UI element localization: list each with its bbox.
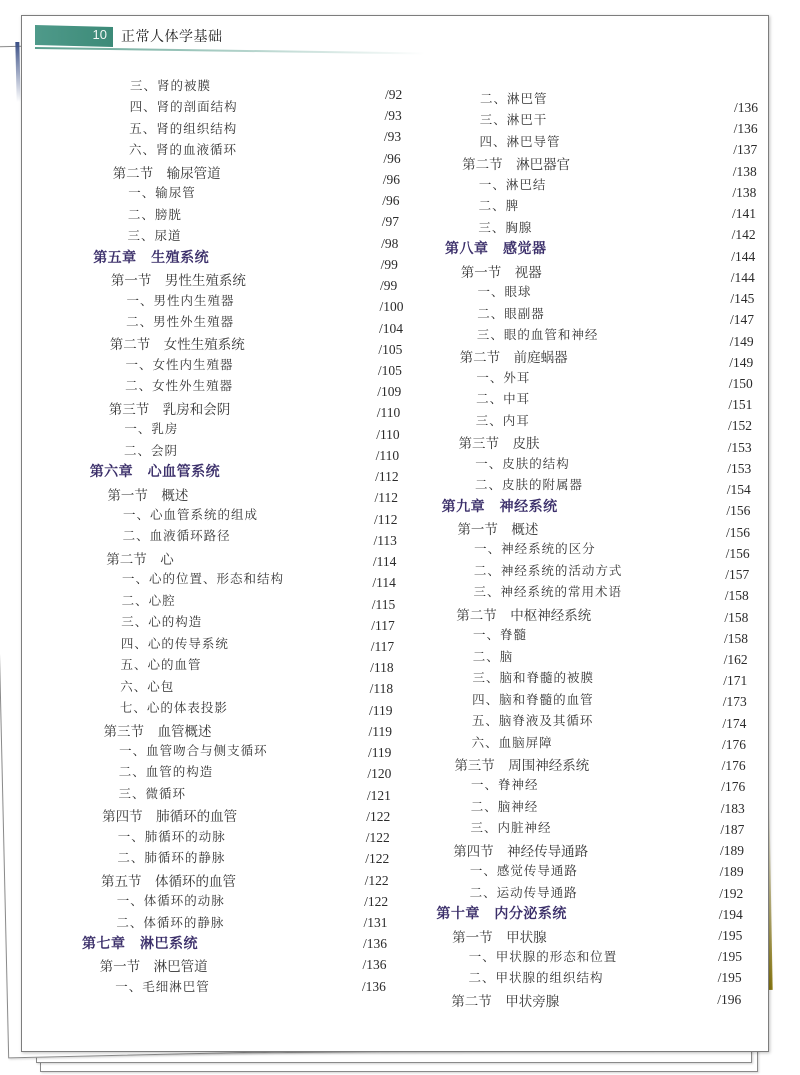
toc-item-label: 二、肺循环的静脉 (117, 850, 226, 866)
toc-page-number: /117 (371, 617, 395, 633)
toc-item-label: 二、会阴 (124, 442, 179, 458)
toc-item-label: 一、肺循环的动脉 (117, 828, 226, 844)
toc-page-number: /99 (380, 278, 398, 294)
toc-section-label: 第三节 乳房和会阴 (108, 401, 231, 418)
toc-page-number: /122 (364, 872, 389, 888)
toc-page-number: /110 (376, 405, 401, 421)
toc-item-label: 一、感觉传导通路 (469, 863, 578, 879)
toc-page-number: /147 (730, 312, 755, 328)
toc-page-number: /176 (722, 736, 747, 752)
toc-page-number: /114 (372, 554, 397, 570)
toc-page-number: /145 (730, 291, 755, 307)
toc-item-label: 五、心的血管 (120, 657, 202, 673)
toc-item-label: 二、甲状腺的组织结构 (468, 970, 604, 986)
toc-page-number: /144 (730, 269, 755, 285)
toc-page-number: /158 (724, 609, 749, 625)
toc-section-label: 第三节 血管概述 (103, 723, 212, 740)
toc-page-number: /104 (378, 320, 403, 336)
toc-item-label: 一、神经系统的区分 (474, 541, 596, 557)
toc-page-number: /195 (718, 927, 743, 943)
toc-page-number: /153 (727, 439, 752, 455)
toc-chapter-label: 第六章 心血管系统 (89, 464, 221, 481)
toc-page-number: /110 (375, 447, 400, 463)
toc-item-label: 一、心血管系统的组成 (123, 507, 259, 522)
toc-item-label: 一、外耳 (476, 369, 531, 385)
toc-item-label: 二、心腔 (121, 592, 176, 608)
toc-page-number: /118 (369, 681, 394, 697)
toc-page-number: /122 (365, 851, 390, 867)
toc-page-number: /112 (375, 469, 399, 485)
toc-section-label: 第一节 视器 (460, 264, 542, 281)
toc-page-number: /136 (363, 936, 388, 952)
toc-section-label: 第四节 肺循环的血管 (102, 809, 238, 826)
toc-page-number: /152 (728, 418, 753, 434)
toc-page-number: /156 (725, 545, 750, 561)
toc-page-number: /122 (366, 808, 391, 824)
toc-page-number: /122 (364, 893, 389, 909)
toc-item-label: 三、神经系统的常用术语 (473, 584, 623, 600)
toc-page-number: /154 (726, 482, 751, 498)
toc-item-label: 二、淋巴管 (480, 91, 548, 106)
toc-page-number: /109 (377, 384, 402, 400)
toc-page-number: /119 (369, 702, 393, 718)
toc-item-label: 四、淋巴导管 (479, 133, 561, 149)
toc-item-label: 二、脾 (478, 198, 520, 214)
toc-item-label: 一、女性内生殖器 (125, 356, 234, 372)
toc-item-label: 一、血管吻合与侧支循环 (119, 742, 268, 758)
toc-item-label: 二、脑神经 (470, 798, 539, 814)
toc-page-number: /92 (385, 87, 403, 102)
toc-page-number: /99 (380, 256, 398, 272)
toc-page-number: /105 (378, 341, 403, 357)
toc-item-label: 三、心的构造 (121, 614, 203, 630)
toc-page-number: /171 (723, 673, 748, 689)
toc-chapter-label: 第七章 淋巴系统 (82, 936, 198, 952)
toc-page-number: /150 (728, 375, 753, 391)
toc-item-label: 一、男性内生殖器 (126, 292, 235, 308)
toc-item-label: 五、肾的组织结构 (129, 120, 238, 136)
toc-page-number: /142 (731, 227, 756, 243)
toc-item-label: 五、脑脊液及其循环 (471, 713, 594, 729)
toc-page-number: /119 (367, 745, 392, 761)
toc-page-number: /137 (733, 142, 758, 158)
toc-chapter-label: 第五章 生殖系统 (93, 249, 210, 266)
toc-item-label: 六、肾的血液循环 (128, 142, 237, 158)
toc-page-number: /138 (732, 163, 757, 179)
toc-section-label: 第二节 淋巴器官 (462, 157, 571, 174)
toc-section-label: 第二节 心 (106, 551, 174, 568)
toc-page-number: /156 (726, 503, 751, 519)
toc-item-label: 一、脊神经 (471, 777, 539, 793)
toc-item-label: 二、运动传导通路 (469, 884, 578, 900)
toc-page-number: /149 (729, 333, 754, 349)
toc-item-label: 二、中耳 (476, 391, 531, 407)
toc-page-number: /151 (728, 397, 753, 413)
toc-item-label: 四、心的传导系统 (120, 635, 229, 651)
toc-item-label: 一、乳房 (124, 421, 179, 437)
toc-section-label: 第三节 皮肤 (458, 436, 540, 453)
toc-page-number: /173 (722, 694, 747, 710)
toc-page-number: /96 (382, 193, 400, 209)
toc-page-number: /93 (384, 108, 402, 124)
toc-item-label: 三、微循环 (118, 785, 186, 801)
toc-section-label: 第五节 体循环的血管 (101, 873, 237, 890)
toc-section-label: 第二节 女性生殖系统 (109, 337, 245, 354)
toc-page-number: /176 (721, 779, 746, 795)
toc-section-label: 第一节 甲状腺 (452, 929, 547, 946)
toc-page (21, 15, 769, 1052)
toc-section-label: 第二节 中枢神经系统 (456, 607, 592, 624)
toc-page-number: /118 (370, 660, 394, 676)
toc-section-label: 第二节 输尿管道 (112, 165, 221, 182)
toc-page-number: /117 (370, 638, 395, 654)
toc-page-number: /141 (732, 206, 757, 222)
toc-page-number: /100 (379, 299, 404, 315)
toc-page-number: /194 (718, 906, 743, 922)
toc-item-label: 四、脑和脊髓的血管 (472, 691, 594, 707)
toc-item-label: 一、眼球 (477, 284, 532, 300)
toc-page-number: /136 (734, 100, 759, 115)
toc-item-label: 三、尿道 (127, 228, 182, 244)
toc-item-label: 四、肾的剖面结构 (129, 99, 238, 115)
toc-section-label: 第一节 淋巴管道 (99, 959, 208, 976)
toc-section-label: 第一节 概述 (457, 522, 539, 538)
toc-page-number: /131 (363, 914, 388, 930)
toc-page-number: /96 (382, 171, 401, 187)
toc-section-label: 第一节 概述 (107, 487, 189, 504)
toc-page-number: /156 (726, 524, 751, 540)
toc-page-number: /157 (725, 567, 750, 583)
toc-item-label: 一、淋巴结 (478, 176, 547, 192)
toc-item-label: 二、神经系统的活动方式 (473, 562, 623, 578)
toc-item-label: 三、胸腺 (478, 219, 533, 235)
toc-section-label: 第二节 甲状旁腺 (451, 993, 560, 1010)
toc-item-label: 二、男性外生殖器 (126, 313, 235, 329)
toc-item-label: 二、女性外生殖器 (125, 378, 234, 394)
toc-page-number: /138 (732, 184, 757, 200)
toc-page-number: /162 (723, 651, 748, 667)
toc-page-number: /149 (729, 354, 754, 370)
toc-item-label: 一、输尿管 (128, 185, 196, 201)
toc-chapter-label: 第九章 神经系统 (441, 498, 558, 515)
toc-page-number: /196 (717, 991, 742, 1007)
toc-item-label: 二、脑 (472, 648, 514, 664)
toc-page-number: /136 (362, 957, 387, 973)
page-number: 10 (92, 27, 107, 42)
toc-page-number: /121 (366, 787, 391, 803)
toc-section-label: 第四节 神经传导通路 (453, 843, 589, 860)
toc-page-number: /144 (731, 248, 756, 264)
toc-page-number: /176 (721, 758, 746, 774)
toc-page-number: /93 (383, 129, 402, 145)
toc-item-label: 三、内耳 (475, 412, 530, 428)
toc-item-label: 六、血脑屏障 (471, 734, 553, 750)
toc-page-number: /112 (374, 490, 399, 506)
book-title: 正常人体学基础 (121, 29, 223, 45)
toc-item-label: 一、皮肤的结构 (475, 455, 570, 471)
toc-page-number: /192 (719, 885, 744, 901)
toc-page-number: /97 (381, 214, 399, 230)
toc-section-label: 第二节 前庭蜗器 (459, 350, 568, 367)
toc-chapter-label: 第十章 内分泌系统 (436, 906, 567, 923)
toc-page-number: /122 (365, 830, 390, 846)
toc-section-label: 第一节 男性生殖系统 (110, 273, 246, 290)
toc-page-number: /189 (720, 843, 745, 859)
toc-item-label: 二、体循环的静脉 (116, 914, 225, 930)
toc-page-number: /120 (367, 766, 392, 782)
toc-item-label: 二、皮肤的附属器 (474, 477, 583, 493)
toc-page-number: /105 (377, 362, 402, 378)
toc-item-label: 三、眼的血管和神经 (476, 326, 599, 342)
toc-page-number: /98 (381, 235, 399, 251)
toc-page-number: /195 (717, 970, 742, 986)
toc-page-number: /195 (718, 949, 743, 965)
toc-item-label: 三、内脏神经 (470, 820, 552, 836)
toc-item-label: 六、心包 (120, 678, 175, 694)
toc-section-label: 第三节 周围神经系统 (454, 757, 590, 774)
toc-page-number: /96 (383, 150, 401, 166)
toc-page-number: /183 (720, 800, 745, 816)
toc-page-number: /112 (374, 511, 398, 527)
toc-page-number: /136 (361, 978, 386, 994)
toc-page-number: /187 (720, 821, 745, 837)
toc-page-number: /153 (727, 460, 752, 476)
page-header (35, 26, 455, 50)
toc-page-number: /115 (371, 596, 396, 612)
toc-page-number: /110 (376, 426, 400, 442)
toc-item-label: 七、心的体表投影 (119, 700, 228, 716)
toc-page-number: /119 (368, 723, 392, 739)
toc-item-label: 三、淋巴干 (479, 112, 548, 128)
toc-item-label: 二、膀胱 (127, 206, 182, 222)
toc-item-label: 三、肾的被膜 (130, 78, 212, 93)
toc-item-label: 一、心的位置、形态和结构 (121, 571, 284, 587)
toc-item-label: 二、血液循环路径 (122, 528, 231, 544)
toc-page-number: /174 (722, 715, 747, 731)
toc-item-label: 二、血管的构造 (118, 764, 214, 780)
toc-item-label: 三、脑和脊髓的被膜 (472, 670, 594, 686)
toc-item-label: 一、毛细淋巴管 (115, 978, 210, 994)
toc-page-number: /189 (719, 864, 744, 880)
toc-page-number: /158 (724, 588, 749, 604)
toc-page-number: /136 (733, 121, 758, 137)
toc-item-label: 一、脊髓 (473, 627, 528, 643)
toc-item-label: 一、体循环的动脉 (116, 893, 225, 909)
toc-page-number: /113 (373, 532, 397, 548)
header-rule (35, 47, 425, 54)
toc-item-label: 二、眼副器 (477, 305, 545, 321)
toc-page-number: /158 (724, 630, 749, 646)
toc-chapter-label: 第八章 感觉器 (445, 241, 547, 258)
toc-item-label: 一、甲状腺的形态和位置 (468, 949, 618, 964)
toc-page-number: /114 (372, 575, 396, 591)
